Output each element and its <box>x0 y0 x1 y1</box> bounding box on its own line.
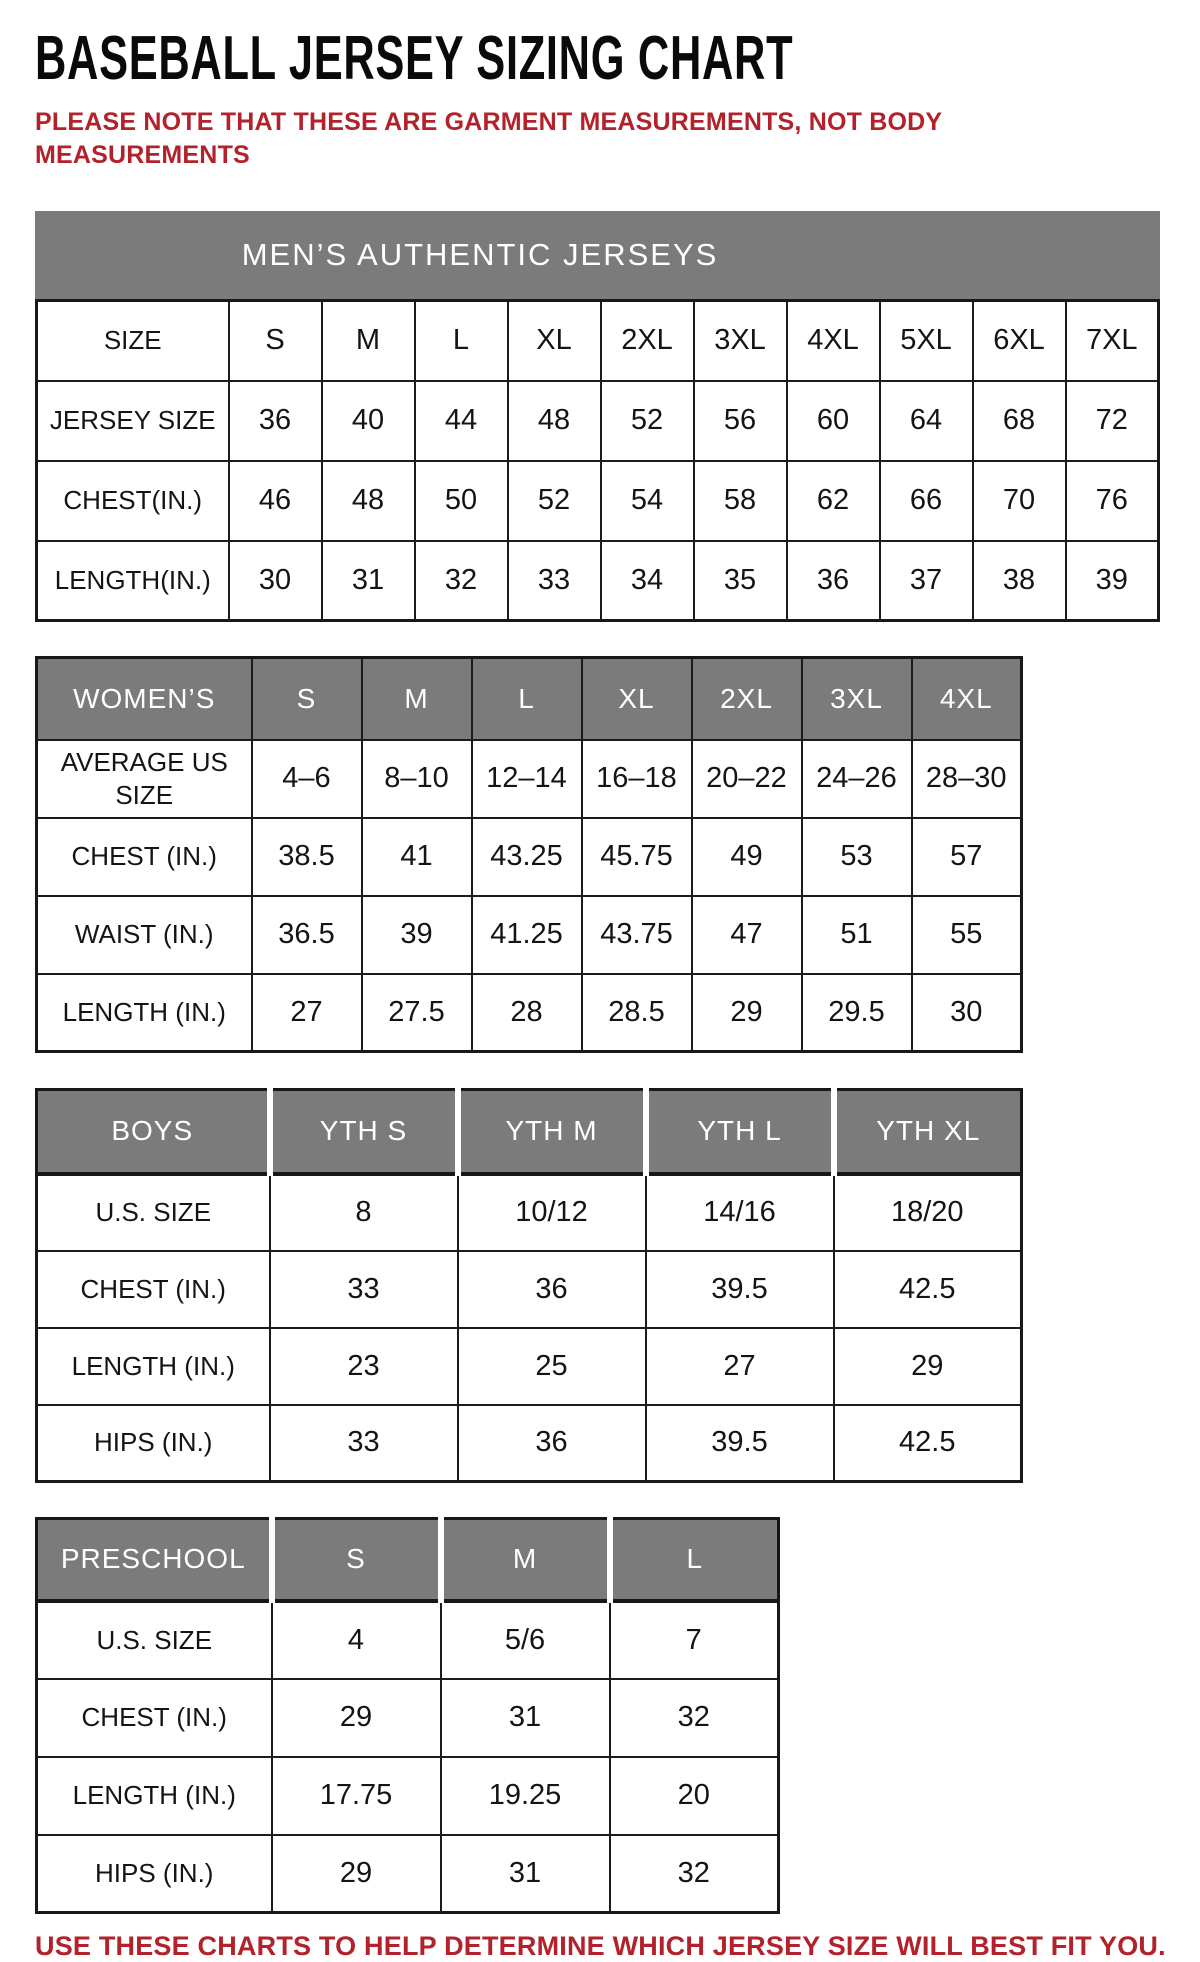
mens-table-row <box>37 541 1159 621</box>
boys-row-label: HIPS (IN.) <box>37 1405 270 1482</box>
mens-value-cell: 3XL <box>694 301 787 381</box>
mens-row-label: JERSEY SIZE <box>37 381 229 461</box>
womens-sizing-table <box>35 656 1023 1053</box>
mens-value-cell: 5XL <box>880 301 973 381</box>
mens-value-cell: 52 <box>601 381 694 461</box>
mens-value-cell: 34 <box>601 541 694 621</box>
mens-value-cell: 44 <box>415 381 508 461</box>
womens-value-cell: 28 <box>472 974 582 1052</box>
mens-value-cell: 72 <box>1066 381 1159 461</box>
womens-header-size-cell: 3XL <box>802 658 912 740</box>
preschool-header-size-cell: L <box>610 1519 779 1601</box>
preschool-value-cell: 4 <box>272 1601 441 1679</box>
boys-table-row <box>37 1405 1022 1482</box>
mens-value-cell: 62 <box>787 461 880 541</box>
mens-value-cell: L <box>415 301 508 381</box>
womens-value-cell: 29 <box>692 974 802 1052</box>
boys-value-cell: 39.5 <box>646 1251 834 1328</box>
womens-table-row <box>37 974 1022 1052</box>
mens-table-row <box>37 461 1159 541</box>
preschool-row-label: LENGTH (IN.) <box>37 1757 272 1835</box>
womens-row-label: WAIST (IN.) <box>37 896 252 974</box>
womens-value-cell: 29.5 <box>802 974 912 1052</box>
garment-measurement-note: PLEASE NOTE THAT THESE ARE GARMENT MEASUREMENTS, NOT BODY MEASUREMENTS <box>35 108 942 169</box>
womens-value-cell: 28–30 <box>912 740 1022 818</box>
preschool-table-row <box>37 1757 779 1835</box>
boys-value-cell: 39.5 <box>646 1405 834 1482</box>
boys-value-cell: 36 <box>458 1405 646 1482</box>
womens-value-cell: 16–18 <box>582 740 692 818</box>
womens-header-size-cell: L <box>472 658 582 740</box>
mens-value-cell: 60 <box>787 381 880 461</box>
womens-value-cell: 24–26 <box>802 740 912 818</box>
boys-value-cell: 18/20 <box>834 1174 1022 1251</box>
mens-value-cell: 40 <box>322 381 415 461</box>
mens-value-cell: 36 <box>787 541 880 621</box>
preschool-table-row <box>37 1679 779 1757</box>
boys-table-row <box>37 1251 1022 1328</box>
boys-header-size-cell: YTH L <box>646 1090 834 1174</box>
mens-value-cell: 36 <box>229 381 322 461</box>
womens-value-cell: 27 <box>252 974 362 1052</box>
mens-value-cell: 50 <box>415 461 508 541</box>
mens-value-cell: 46 <box>229 461 322 541</box>
boys-value-cell: 42.5 <box>834 1251 1022 1328</box>
womens-value-cell: 47 <box>692 896 802 974</box>
boys-table-row <box>37 1174 1022 1251</box>
boys-value-cell: 27 <box>646 1328 834 1405</box>
womens-header-row <box>37 658 1022 740</box>
preschool-table-row <box>37 1835 779 1913</box>
boys-table-row <box>37 1328 1022 1405</box>
preschool-row-label: HIPS (IN.) <box>37 1835 272 1913</box>
boys-value-cell: 29 <box>834 1328 1022 1405</box>
preschool-value-cell: 29 <box>272 1835 441 1913</box>
womens-value-cell: 12–14 <box>472 740 582 818</box>
womens-value-cell: 45.75 <box>582 818 692 896</box>
preschool-value-cell: 31 <box>441 1835 610 1913</box>
mens-value-cell: 4XL <box>787 301 880 381</box>
womens-table-row <box>37 896 1022 974</box>
mens-value-cell: 52 <box>508 461 601 541</box>
womens-table-row <box>37 818 1022 896</box>
mens-value-cell: 68 <box>973 381 1066 461</box>
mens-value-cell: 38 <box>973 541 1066 621</box>
mens-value-cell: 48 <box>322 461 415 541</box>
mens-value-cell: 54 <box>601 461 694 541</box>
boys-value-cell: 8 <box>270 1174 458 1251</box>
preschool-header-size-cell: M <box>441 1519 610 1601</box>
preschool-value-cell: 32 <box>610 1679 779 1757</box>
mens-row-label: CHEST(IN.) <box>37 461 229 541</box>
womens-value-cell: 43.75 <box>582 896 692 974</box>
mens-value-cell: 30 <box>229 541 322 621</box>
preschool-value-cell: 31 <box>441 1679 610 1757</box>
preschool-value-cell: 7 <box>610 1601 779 1679</box>
boys-row-label: LENGTH (IN.) <box>37 1328 270 1405</box>
womens-value-cell: 49 <box>692 818 802 896</box>
page-title: BASEBALL JERSEY SIZING CHART <box>35 24 794 93</box>
womens-header-size-cell: 2XL <box>692 658 802 740</box>
womens-value-cell: 39 <box>362 896 472 974</box>
womens-table-row <box>37 740 1022 818</box>
womens-row-label: CHEST (IN.) <box>37 818 252 896</box>
mens-value-cell: XL <box>508 301 601 381</box>
preschool-value-cell: 17.75 <box>272 1757 441 1835</box>
womens-value-cell: 30 <box>912 974 1022 1052</box>
mens-value-cell: M <box>322 301 415 381</box>
womens-value-cell: 41 <box>362 818 472 896</box>
mens-value-cell: 33 <box>508 541 601 621</box>
womens-value-cell: 55 <box>912 896 1022 974</box>
boys-header-label: BOYS <box>37 1090 270 1174</box>
womens-value-cell: 36.5 <box>252 896 362 974</box>
mens-value-cell: 70 <box>973 461 1066 541</box>
mens-row-label: LENGTH(IN.) <box>37 541 229 621</box>
womens-row-label: LENGTH (IN.) <box>37 974 252 1052</box>
preschool-value-cell: 5/6 <box>441 1601 610 1679</box>
preschool-sizing-table <box>35 1517 780 1914</box>
preschool-table-row <box>37 1601 779 1679</box>
mens-value-cell: 31 <box>322 541 415 621</box>
womens-value-cell: 28.5 <box>582 974 692 1052</box>
mens-sizing-table <box>35 299 1160 622</box>
mens-table-banner: MEN’S AUTHENTIC JERSEYS <box>35 211 1160 299</box>
boys-value-cell: 10/12 <box>458 1174 646 1251</box>
preschool-row-label: CHEST (IN.) <box>37 1679 272 1757</box>
mens-value-cell: 37 <box>880 541 973 621</box>
preschool-value-cell: 19.25 <box>441 1757 610 1835</box>
boys-row-label: CHEST (IN.) <box>37 1251 270 1328</box>
womens-header-size-cell: S <box>252 658 362 740</box>
boys-header-size-cell: YTH XL <box>834 1090 1022 1174</box>
womens-value-cell: 4–6 <box>252 740 362 818</box>
womens-value-cell: 57 <box>912 818 1022 896</box>
boys-value-cell: 36 <box>458 1251 646 1328</box>
womens-value-cell: 38.5 <box>252 818 362 896</box>
womens-header-size-cell: M <box>362 658 472 740</box>
preschool-header-row <box>37 1519 779 1601</box>
preschool-value-cell: 29 <box>272 1679 441 1757</box>
womens-row-label: AVERAGE US SIZE <box>37 740 252 818</box>
mens-row-label: SIZE <box>37 301 229 381</box>
preschool-header-size-cell: S <box>272 1519 441 1601</box>
mens-value-cell: 32 <box>415 541 508 621</box>
mens-value-cell: 6XL <box>973 301 1066 381</box>
boys-value-cell: 25 <box>458 1328 646 1405</box>
mens-table-row <box>37 381 1159 461</box>
boys-header-row <box>37 1090 1022 1174</box>
womens-value-cell: 27.5 <box>362 974 472 1052</box>
mens-value-cell: 7XL <box>1066 301 1159 381</box>
boys-value-cell: 14/16 <box>646 1174 834 1251</box>
womens-value-cell: 43.25 <box>472 818 582 896</box>
womens-header-label: WOMEN’S <box>37 658 252 740</box>
boys-header-size-cell: YTH M <box>458 1090 646 1174</box>
mens-value-cell: 35 <box>694 541 787 621</box>
boys-value-cell: 42.5 <box>834 1405 1022 1482</box>
mens-table-row <box>37 301 1159 381</box>
preschool-header-label: PRESCHOOL <box>37 1519 272 1601</box>
boys-value-cell: 33 <box>270 1251 458 1328</box>
womens-value-cell: 41.25 <box>472 896 582 974</box>
footer-note: USE THESE CHARTS TO HELP DETERMINE WHICH JERSEY SIZE WILL BEST FIT YOU. <box>35 1931 1166 1961</box>
womens-value-cell: 20–22 <box>692 740 802 818</box>
mens-value-cell: 76 <box>1066 461 1159 541</box>
mens-value-cell: 64 <box>880 381 973 461</box>
mens-value-cell: 48 <box>508 381 601 461</box>
preschool-row-label: U.S. SIZE <box>37 1601 272 1679</box>
boys-row-label: U.S. SIZE <box>37 1174 270 1251</box>
mens-value-cell: S <box>229 301 322 381</box>
mens-value-cell: 58 <box>694 461 787 541</box>
womens-header-size-cell: 4XL <box>912 658 1022 740</box>
boys-header-size-cell: YTH S <box>270 1090 458 1174</box>
womens-value-cell: 53 <box>802 818 912 896</box>
boys-sizing-table <box>35 1088 1023 1483</box>
mens-value-cell: 56 <box>694 381 787 461</box>
preschool-value-cell: 32 <box>610 1835 779 1913</box>
womens-value-cell: 51 <box>802 896 912 974</box>
womens-value-cell: 8–10 <box>362 740 472 818</box>
mens-value-cell: 66 <box>880 461 973 541</box>
boys-value-cell: 33 <box>270 1405 458 1482</box>
mens-value-cell: 39 <box>1066 541 1159 621</box>
boys-value-cell: 23 <box>270 1328 458 1405</box>
preschool-value-cell: 20 <box>610 1757 779 1835</box>
mens-value-cell: 2XL <box>601 301 694 381</box>
womens-header-size-cell: XL <box>582 658 692 740</box>
